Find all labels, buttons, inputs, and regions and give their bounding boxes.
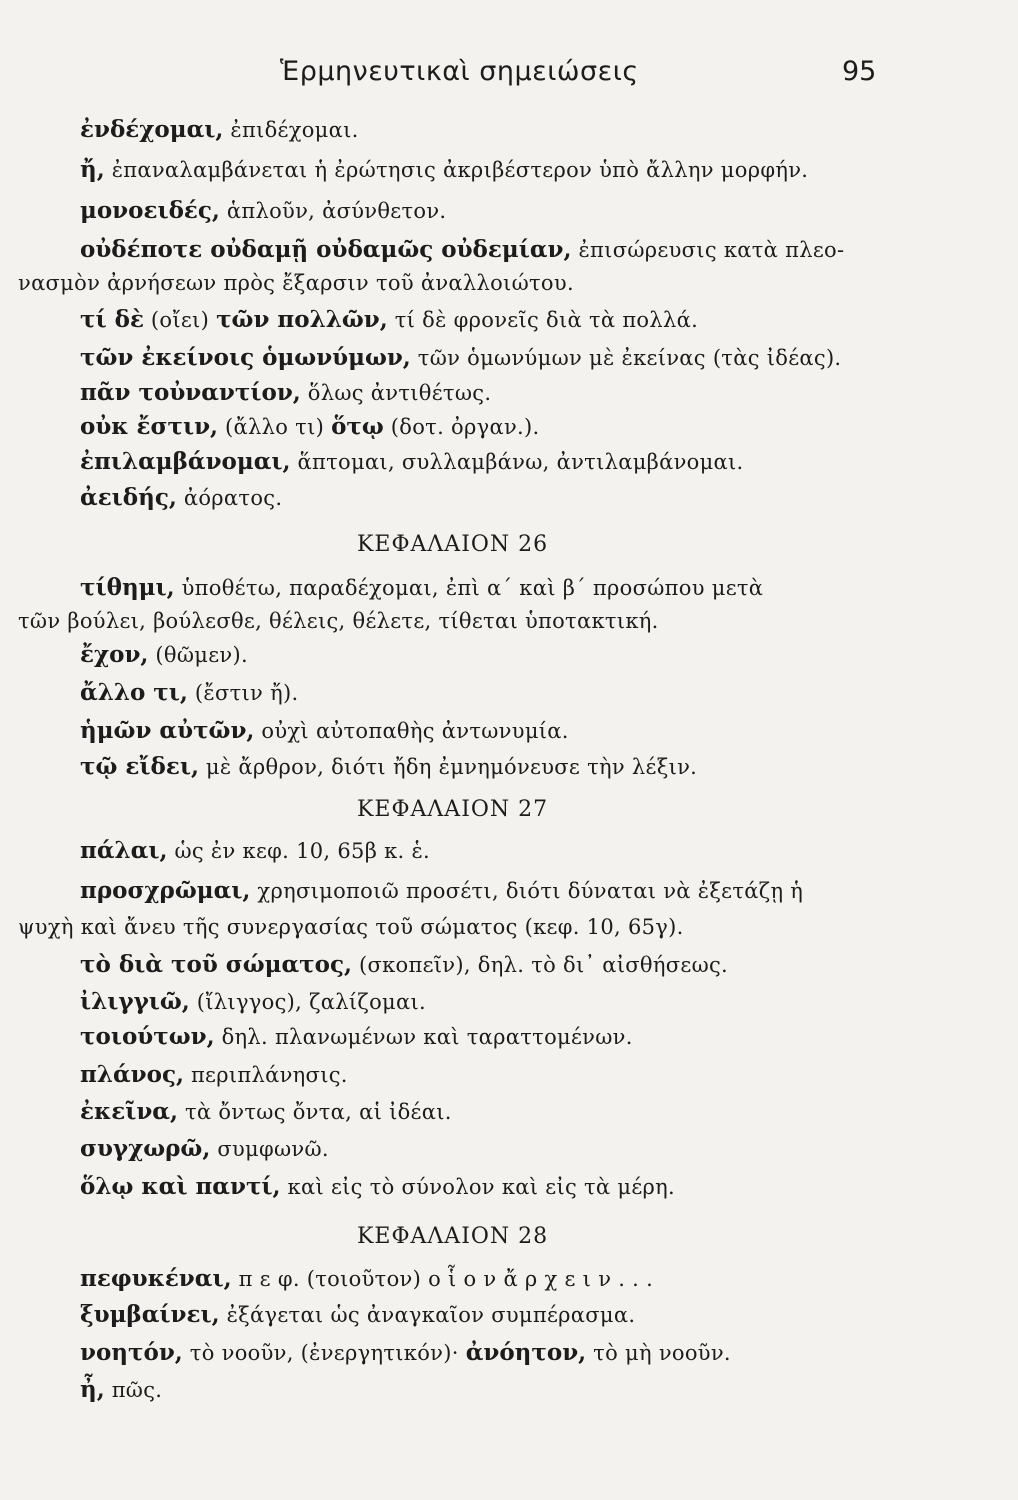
- entry-term: οὐδέποτε οὐδαμῇ οὐδαμῶς οὐδεμίαν,: [80, 236, 572, 263]
- glossary-entry: [80, 235, 844, 266]
- glossary-entry: [80, 447, 744, 478]
- glossary-entry: [80, 1097, 452, 1128]
- entry-term: πᾶν τοὐναντίον,: [80, 379, 301, 406]
- entry-term: οὐκ ἔστιν,: [80, 413, 219, 440]
- entry-term: ἀνόητον,: [465, 1339, 587, 1366]
- entry-gloss: τί δὲ φρονεῖς διὰ τὰ πολλά.: [387, 308, 699, 332]
- entry-term: ἀειδής,: [80, 484, 177, 511]
- entry-gloss: ὡς ἐν κεφ. 10, 65β κ. ἑ.: [167, 839, 431, 863]
- glossary-entry: [80, 412, 539, 443]
- entry-gloss: καὶ εἰς τὸ σύνολον καὶ εἰς τὰ μέρη.: [280, 1175, 676, 1199]
- entry-term: νοητόν,: [80, 1339, 183, 1366]
- entry-gloss: ἅπτομαι, συλλαμβάνω, ἀντιλαμβάνομαι.: [290, 450, 744, 474]
- glossary-entry: [80, 1022, 633, 1053]
- glossary-entry: [80, 678, 298, 709]
- glossary-entry: [80, 1060, 348, 1091]
- entry-term: τῷ εἴδει,: [80, 753, 199, 780]
- entry-gloss: τῶν ὁμωνύμων μὲ ἐκείνας (τὰς ἰδέας).: [410, 346, 842, 370]
- entry-gloss: (ἄλλο τι): [218, 415, 332, 439]
- entry-gloss: οὐχὶ αὐτοπαθὴς ἀντωνυμία.: [254, 719, 569, 743]
- glossary-entry: [80, 950, 728, 981]
- continuation-text: τῶν βούλει, βούλεσθε, θέλεις, θέλετε, τίθεται ὑποτακτική.: [18, 609, 659, 633]
- entry-continuation: [18, 268, 574, 299]
- entry-term: συγχωρῶ,: [80, 1135, 211, 1162]
- entry-gloss: τὸ μὴ νοοῦν.: [586, 1341, 731, 1365]
- entry-term: προσχρῶμαι,: [80, 877, 251, 904]
- chapter-heading: ΚΕΦΑΛΑΙΟΝ 26: [357, 532, 549, 557]
- entry-term: ἐνδέχομαι,: [80, 116, 224, 143]
- entry-continuation: [18, 606, 659, 637]
- entry-term: ἐκεῖνα,: [80, 1098, 178, 1125]
- chapter-heading: ΚΕΦΑΛΑΙΟΝ 27: [357, 797, 549, 822]
- page-number: 95: [842, 56, 877, 87]
- entry-term: ὅτῳ: [331, 413, 384, 440]
- entry-gloss: (θῶμεν).: [148, 643, 248, 667]
- entry-term: ἦ,: [80, 1376, 105, 1403]
- entry-gloss: ὅλως ἀντιθέτως.: [300, 381, 492, 405]
- entry-gloss: τὸ νοοῦν, (ἐνεργητικόν)·: [182, 1341, 466, 1365]
- glossary-entry: [80, 378, 491, 409]
- entry-gloss: ἐπισώρευσις κατὰ πλεο-: [571, 238, 845, 262]
- entry-term: ἰλιγγιῶ,: [80, 988, 190, 1015]
- glossary-entry: [80, 115, 359, 146]
- glossary-entry: [80, 343, 841, 374]
- entry-gloss: χρησιμοποιῶ προσέτι, διότι δύναται νὰ ἐξετάζῃ ἡ: [250, 879, 804, 903]
- entry-gloss: (σκοπεῖν), δηλ. τὸ δι᾽ αἰσθήσεως.: [352, 953, 729, 977]
- entry-gloss: (ἴλιγγος), ζαλίζομαι.: [189, 990, 426, 1014]
- entry-gloss: ὑποθέτω, παραδέχομαι, ἐπὶ α΄ καὶ β΄ προσώπου μετὰ: [174, 576, 764, 600]
- glossary-entry: [80, 716, 569, 747]
- entry-gloss: συμφωνῶ.: [210, 1137, 329, 1161]
- glossary-entry: [80, 305, 698, 336]
- entry-gloss: ἀόρατος.: [176, 486, 283, 510]
- entry-term: πεφυκέναι,: [80, 1265, 232, 1292]
- entry-term: τῶν ἐκείνοις ὁμωνύμων,: [80, 344, 411, 371]
- entry-term: ἔχον,: [80, 641, 149, 668]
- entry-gloss: τὰ ὄντως ὄντα, αἱ ἰδέαι.: [178, 1100, 452, 1124]
- entry-gloss: ἐπαναλαμβάνεται ἡ ἐρώτησις ἀκριβέστερον ὑπὸ ἄλλην μορφήν.: [104, 158, 809, 182]
- glossary-entry: [80, 483, 282, 514]
- entry-gloss: (ἔστιν ἤ).: [187, 681, 299, 705]
- entry-gloss: πῶς.: [104, 1378, 163, 1402]
- entry-gloss: (οἴει): [143, 308, 217, 332]
- entry-term: πάλαι,: [80, 837, 168, 864]
- entry-gloss: δηλ. πλανωμένων καὶ ταραττομένων.: [214, 1025, 633, 1049]
- entry-gloss: (δοτ. ὀργαν.).: [383, 415, 540, 439]
- glossary-entry: [80, 876, 803, 907]
- entry-term: ξυμβαίνει,: [80, 1301, 220, 1328]
- entry-term: ἄλλο τι,: [80, 679, 188, 706]
- continuation-text: νασμὸν ἀρνήσεων πρὸς ἔξαρσιν τοῦ ἀναλλοιώτου.: [18, 271, 574, 295]
- glossary-entry: [80, 1134, 329, 1165]
- continuation-text: ψυχὴ καὶ ἄνευ τῆς συνεργασίας τοῦ σώματος (κεφ. 10, 65γ).: [18, 915, 684, 939]
- glossary-entry: [80, 573, 763, 604]
- glossary-entry: [80, 1300, 635, 1331]
- entry-gloss: π ε φ. (τοιοῦτον) ο ἷ ο ν ἄ ρ χ ε ι ν . . .: [231, 1267, 654, 1291]
- entry-term: ὅλῳ καὶ παντί,: [80, 1173, 281, 1200]
- chapter-heading: ΚΕΦΑΛΑΙΟΝ 28: [357, 1224, 549, 1249]
- entry-term: μονοειδές,: [80, 197, 220, 224]
- entry-gloss: περιπλάνησις.: [183, 1063, 348, 1087]
- glossary-entry: [80, 987, 426, 1018]
- entry-term: ἐπιλαμβάνομαι,: [80, 448, 291, 475]
- running-head: Ἑρμηνευτικαὶ σημειώσεις: [280, 56, 639, 87]
- entry-gloss: ἐπιδέχομαι.: [223, 118, 359, 142]
- entry-term: τὸ διὰ τοῦ σώματος,: [80, 951, 353, 978]
- glossary-entry: [80, 752, 697, 783]
- entry-term: ἡμῶν αὐτῶν,: [80, 717, 255, 744]
- entry-term: τοιούτων,: [80, 1023, 215, 1050]
- entry-term: τῶν πολλῶν,: [216, 306, 388, 333]
- entry-term: ἤ,: [80, 156, 105, 183]
- glossary-entry: [80, 1264, 653, 1295]
- glossary-entry: [80, 1338, 731, 1369]
- entry-term: τί δὲ: [80, 306, 144, 333]
- entry-term: τίθημι,: [80, 574, 175, 601]
- glossary-entry: [80, 1375, 162, 1406]
- glossary-entry: [80, 1172, 675, 1203]
- entry-term: πλάνος,: [80, 1061, 184, 1088]
- entry-gloss: ἐξάγεται ὡς ἀναγκαῖον συμπέρασμα.: [219, 1303, 636, 1327]
- glossary-entry: [80, 196, 446, 227]
- glossary-entry: [80, 640, 248, 671]
- entry-continuation: [18, 912, 684, 943]
- entry-gloss: μὲ ἄρθρον, διότι ἤδη ἐμνημόνευσε τὴν λέξιν.: [198, 755, 698, 779]
- entry-gloss: ἁπλοῦν, ἀσύνθετον.: [219, 199, 447, 223]
- glossary-entry: [80, 836, 430, 867]
- glossary-entry: [80, 155, 808, 186]
